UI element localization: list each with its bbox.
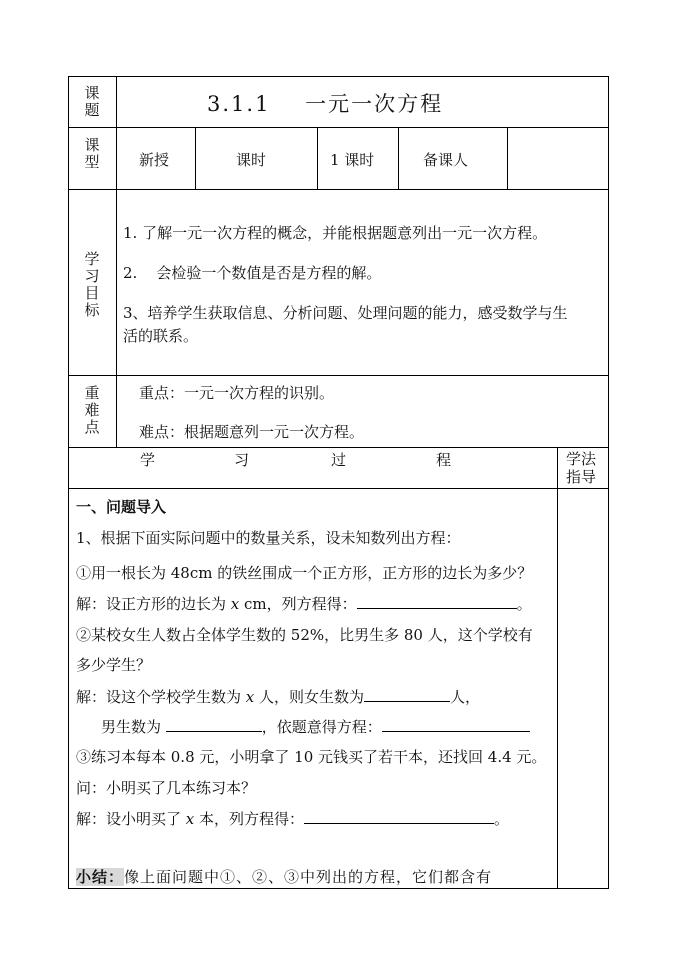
question-3-cont: 问：小明买了几本练习本？ [76,779,257,797]
intro-text: 1、根据下面实际问题中的数量关系，设未知数列出方程： [76,529,461,547]
col-line-right [608,76,609,889]
variable-x: x [185,810,195,828]
objective-1: 1. 了解一元一次方程的概念，并能根据题意列出一元一次方程。 [123,224,548,242]
col-line-type-3 [398,127,399,190]
row-line-2 [68,189,609,190]
label-topic: 课 题 [84,84,100,119]
answer-2: 解：设这个学校学生数为 x 人，则女生数为 人， [76,688,481,706]
row-line-1 [68,127,609,128]
answer-2-cont: 男生数为 ，依题意得方程： [101,716,530,737]
process-header-char-4: 程 [436,451,452,469]
type-value: 新授 [139,151,170,169]
col-line-type-1 [195,127,196,190]
question-1: ①用一根长为 48cm 的铁丝围成一个正方形，正方形的边长为多少？ [76,564,533,582]
preparer-label: 备课人 [423,151,469,169]
col-line-left [68,76,69,889]
row-line-bottom [68,888,609,889]
objective-2: 2. 会检验一个数值是否是方程的解。 [123,264,382,282]
objective-3: 3、培养学生获取信息、分析问题、处理问题的能力，感受数学与生 [123,304,568,322]
summary-label: 小结： [76,868,125,886]
hours-label: 课时 [236,151,267,169]
col-line-label [116,76,117,448]
summary-text: 像上面问题中①、②、③中列出的方程，它们都含有 [124,868,493,886]
answer-3: 解：设小明买了 x 本，列方程得： 。 [76,810,510,828]
variable-x: x [245,688,255,706]
summary [76,866,492,887]
objective-3-cont: 活的联系。 [123,327,199,345]
answer-blank-5[interactable] [304,808,494,824]
process-header-char-2: 习 [234,451,250,469]
row-line-3 [68,375,609,376]
answer-1: 解：设正方形的边长为 x cm，列方程得： 。 [76,595,532,613]
answer-blank-3[interactable] [166,716,262,732]
answer-blank-4[interactable] [382,716,530,732]
label-objectives: 学 习 目 标 [84,250,100,319]
col-line-guide [557,447,558,889]
col-line-type-2 [317,127,318,190]
row-line-top [68,76,609,77]
col-line-type-4 [507,127,508,190]
process-header-char-3: 过 [331,451,347,469]
hours-value: 1 课时 [330,151,375,169]
question-2-cont: 多少学生？ [76,656,152,674]
difficult-point: 难点：根据题意列一元一次方程。 [139,423,365,441]
guide-header: 学法 指导 [566,450,597,486]
row-line-4 [68,447,609,448]
question-3: ③练习本每本 0.8 元，小明拿了 10 元钱买了若干本，还找回 4.4 元。 [76,748,547,766]
key-point: 重点：一元一次方程的识别。 [139,384,335,402]
variable-x: x [230,595,240,613]
label-key-points: 重 难 点 [84,384,100,436]
page-title: 3.1.1 一元一次方程 [207,92,444,116]
answer-blank-2[interactable] [364,686,450,702]
label-type: 课 型 [84,136,100,171]
process-header-char-1: 学 [140,451,156,469]
section-title: 一、问题导入 [76,498,167,516]
question-2: ②某校女生人数占全体学生数的 52%，比男生多 80 人，这个学校有 [76,626,533,644]
row-line-5 [68,488,609,489]
answer-blank-1[interactable] [357,593,517,609]
